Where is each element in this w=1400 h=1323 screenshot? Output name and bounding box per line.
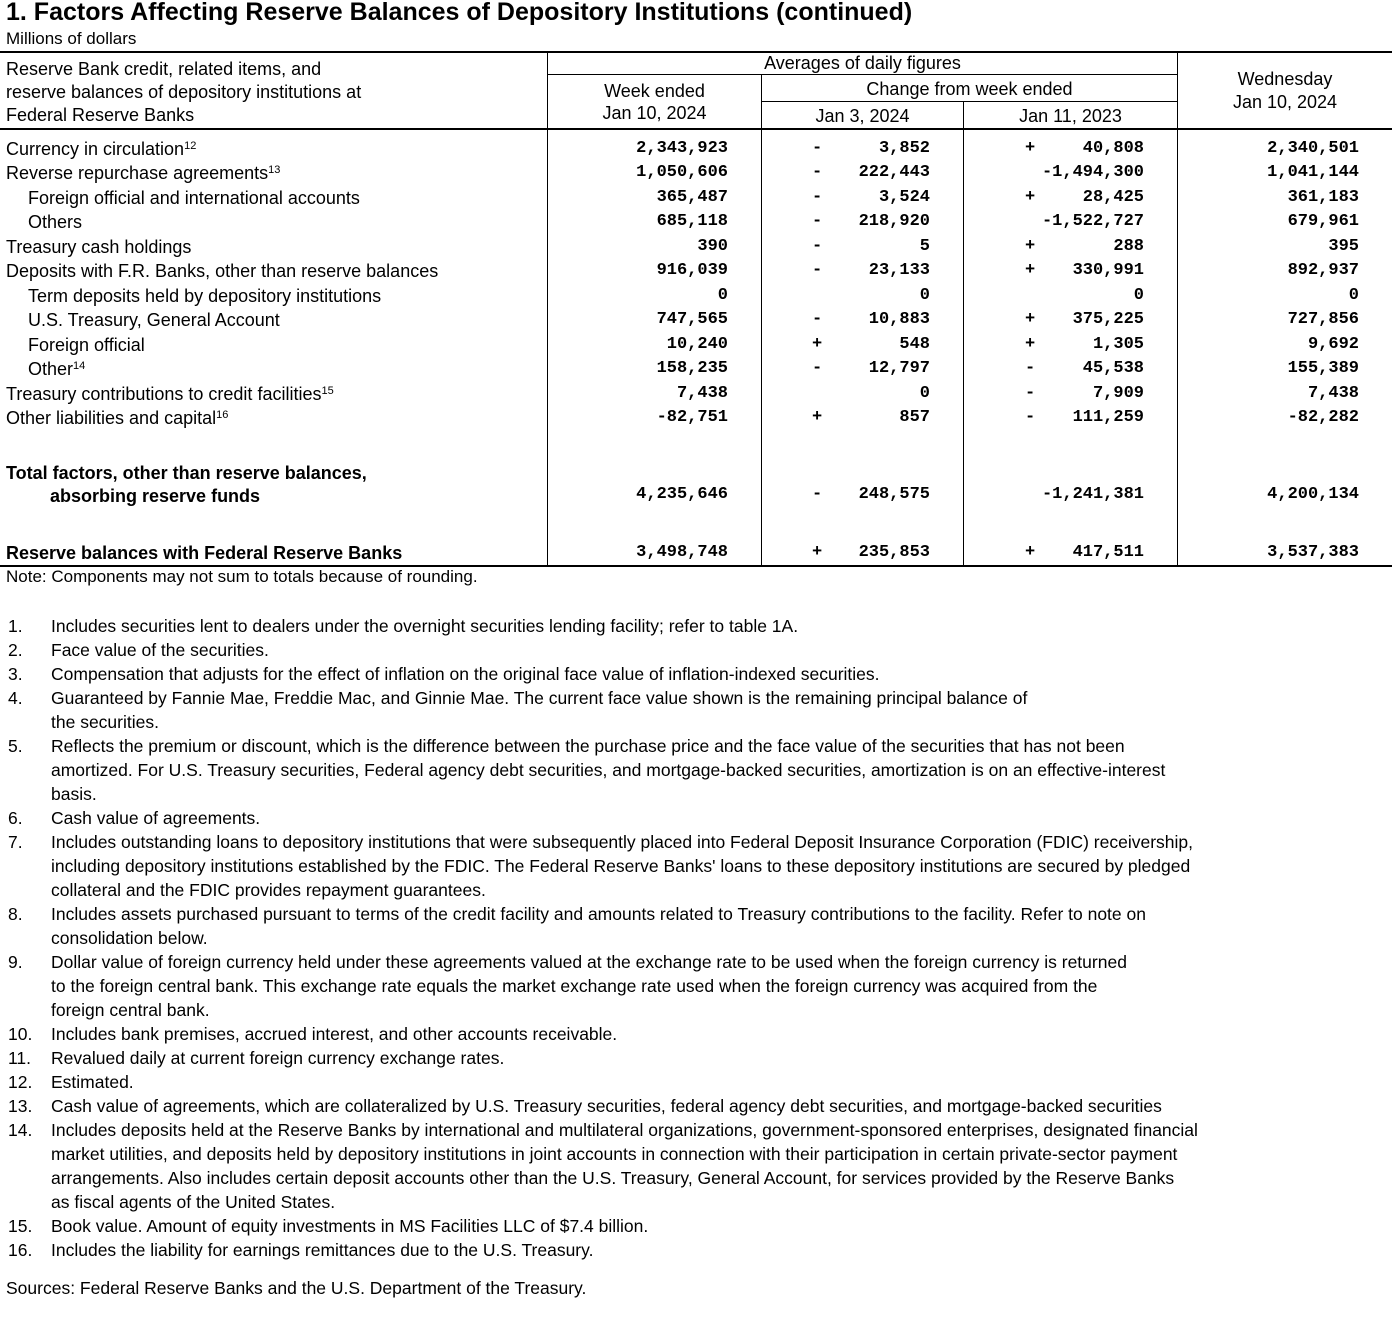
footnote-item: [0, 1214, 1392, 1238]
footnote-text-line: Guaranteed by Fannie Mae, Freddie Mac, and Ginnie Mae. The current face value shown is the remaining principal balance of: [51, 688, 1028, 708]
wednesday-header-1: Wednesday: [1237, 69, 1333, 89]
change2-value: 417,511: [1072, 543, 1144, 562]
footnote-number: 9.: [8, 952, 23, 972]
footnote-text-line: Cash value of agreements, which are collateralized by U.S. Treasury securities, federal agency debt securities, and mortgage-backed securities: [51, 1096, 1162, 1116]
week-value: 7,438: [676, 384, 728, 403]
rounding-note: Note: Components may not sum to totals because of rounding.: [6, 567, 478, 586]
change1-value: 3,852: [878, 139, 930, 158]
change1-sign: -: [812, 139, 823, 158]
wednesday-value: 2,340,501: [1267, 139, 1359, 158]
week-ended-header-2: Jan 10, 2024: [602, 103, 707, 123]
change2-value: 45,538: [1082, 359, 1144, 378]
total-label-line-2: absorbing reserve funds: [50, 486, 261, 506]
footnote-ref: 16: [216, 409, 229, 421]
row-label-text: Term deposits held by depository institutions: [28, 286, 382, 306]
footnote-text-line: Includes securities lent to dealers under the overnight securities lending facility; refer to table 1A.: [51, 616, 799, 636]
change-col1-header: Jan 3, 2024: [815, 106, 910, 126]
change2-value: 1,305: [1092, 335, 1144, 354]
row-label: [6, 235, 191, 259]
row-label-text: U.S. Treasury, General Account: [28, 310, 280, 330]
footnote-text-line: consolidation below.: [51, 928, 208, 948]
change2-value: 7,909: [1092, 384, 1144, 403]
change2-value: 40,808: [1082, 139, 1144, 158]
footnote-number: 1.: [8, 616, 23, 636]
change1-sign: +: [812, 543, 823, 562]
change2-value: 288: [1113, 237, 1144, 256]
footnote-text-line: the securities.: [51, 712, 159, 732]
footnote-text-line: Includes bank premises, accrued interest, and other accounts receivable.: [51, 1024, 618, 1044]
row-label-text: Others: [28, 212, 83, 232]
change1-value: 12,797: [868, 359, 930, 378]
wednesday-value: 0: [1348, 286, 1359, 305]
row-label-text: Foreign official: [28, 335, 145, 355]
footnote-item: [0, 1118, 1392, 1214]
footnote-item: [0, 830, 1392, 902]
stub-header-line-3: Federal Reserve Banks: [6, 105, 195, 125]
change1-sign: -: [812, 310, 823, 329]
week-value: 365,487: [656, 188, 728, 207]
row-label-text: Reverse repurchase agreements: [6, 163, 269, 183]
footnote-text-line: Includes deposits held at the Reserve Banks by international and multilateral organizations, government-sponsored enterprises, designated financial: [51, 1120, 1198, 1140]
change1-sign: -: [812, 212, 823, 231]
footnote-text-line: amortized. For U.S. Treasury securities, Federal agency debt securities, and mortgage-backed securities, amortization is on an effective-interest: [51, 760, 1166, 780]
change2-value: -1,494,300: [1041, 163, 1144, 182]
footnote-text-line: Includes outstanding loans to depository institutions that were subsequently placed into Federal Deposit Insurance Corporation (FDIC) receivership,: [51, 832, 1194, 852]
footnote-item: [0, 1022, 1392, 1046]
footnote-item: [0, 734, 1392, 806]
row-label: [28, 210, 82, 234]
footnote-text-line: Includes the liability for earnings remittances due to the U.S. Treasury.: [51, 1240, 594, 1260]
footnote-item: [0, 638, 1392, 662]
change1-sign: +: [812, 408, 823, 427]
footnote-item: [0, 1070, 1392, 1094]
change2-sign: +: [1025, 237, 1036, 256]
footnote-number: 8.: [8, 904, 23, 924]
week-value: 747,565: [656, 310, 728, 329]
week-value: 4,235,646: [636, 485, 728, 504]
wednesday-value: 3,537,383: [1267, 543, 1359, 562]
change1-value: 3,524: [878, 188, 930, 207]
change2-sign: -: [1025, 408, 1036, 427]
footnote-text-line: arrangements. Also includes certain deposit accounts other than the U.S. Treasury, General Account, for services provided by the Reserve Banks: [51, 1168, 1175, 1188]
week-value: 916,039: [656, 261, 728, 280]
wednesday-value: 155,389: [1287, 359, 1359, 378]
footnote-number: 13.: [8, 1096, 33, 1116]
change1-value: 235,853: [858, 543, 930, 562]
week-value: 1,050,606: [636, 163, 728, 182]
change1-value: 222,443: [858, 163, 930, 182]
footnote-text-line: market utilities, and deposits held by depository institutions in joint accounts in connection with their participation in certain private-sector payment: [51, 1144, 1178, 1164]
change1-value: 10,883: [868, 310, 930, 329]
footnote-item: [0, 902, 1392, 950]
wednesday-value: 727,856: [1287, 310, 1359, 329]
row-label-text: Other: [28, 359, 74, 379]
footnote-text-line: foreign central bank.: [51, 1000, 210, 1020]
change1-sign: +: [812, 335, 823, 354]
change2-sign: +: [1025, 139, 1036, 158]
change2-sign: +: [1025, 543, 1036, 562]
change2-sign: -: [1025, 384, 1036, 403]
footnote-number: 4.: [8, 688, 23, 708]
page-title: 1. Factors Affecting Reserve Balances of Depository Institutions (continued): [6, 0, 913, 26]
footnote-text-line: as fiscal agents of the United States.: [51, 1192, 336, 1212]
change1-value: 23,133: [868, 261, 930, 280]
change2-sign: +: [1025, 261, 1036, 280]
footnote-number: 6.: [8, 808, 23, 828]
change2-sign: +: [1025, 335, 1036, 354]
averages-header: Averages of daily figures: [764, 53, 961, 73]
change2-value: 375,225: [1072, 310, 1144, 329]
wednesday-header-2: Jan 10, 2024: [1232, 92, 1338, 112]
footnote-ref: 13: [268, 164, 281, 176]
change1-value: 5: [919, 237, 930, 256]
footnote-item: [0, 950, 1392, 1022]
change2-value: -1,241,381: [1041, 485, 1144, 504]
footnote-text-line: to the foreign central bank. This exchange rate equals the market exchange rate used when the foreign currency was acquired from the: [51, 976, 1098, 996]
change2-sign: +: [1025, 188, 1036, 207]
week-value: 3,498,748: [636, 543, 728, 562]
reserve-balances-label: Reserve balances with Federal Reserve Banks: [6, 543, 403, 563]
change1-sign: -: [812, 359, 823, 378]
row-label: [6, 259, 438, 283]
footnote-text-line: Estimated.: [51, 1072, 134, 1092]
footnote-text-line: Dollar value of foreign currency held under these agreements valued at the exchange rate to be used when the foreign currency is returned: [51, 952, 1127, 972]
change2-value: 330,991: [1072, 261, 1144, 280]
change2-value: 0: [1133, 286, 1144, 305]
change1-value: 0: [919, 384, 930, 403]
footnote-text-line: basis.: [51, 784, 97, 804]
change1-value: 0: [919, 286, 930, 305]
wednesday-value: 4,200,134: [1267, 485, 1359, 504]
row-label: [28, 284, 381, 308]
change1-value: 857: [899, 408, 930, 427]
footnote-text-line: Includes assets purchased pursuant to terms of the credit facility and amounts related to Treasury contributions to the facility. Refer to note on: [51, 904, 1146, 924]
footnote-number: 15.: [8, 1216, 33, 1236]
row-label: [28, 333, 145, 357]
units-label: Millions of dollars: [6, 29, 137, 48]
week-value: 0: [717, 286, 728, 305]
change2-value: -1,522,727: [1041, 212, 1144, 231]
row-label: [6, 406, 228, 430]
footnote-item: [0, 1094, 1392, 1118]
footnote-ref: 12: [184, 140, 197, 152]
row-label: [6, 137, 196, 161]
factors-table: [0, 51, 1392, 567]
week-value: 158,235: [656, 359, 728, 378]
change1-sign: -: [812, 485, 823, 504]
change-from-header: Change from week ended: [866, 79, 1073, 99]
footnote-text-line: Cash value of agreements.: [51, 808, 261, 828]
row-label-text: Treasury contributions to credit facilities: [6, 384, 322, 404]
wednesday-value: -82,282: [1287, 408, 1359, 427]
stub-header-line-1: Reserve Bank credit, related items, and: [6, 59, 322, 79]
change1-sign: -: [812, 163, 823, 182]
row-label: [6, 382, 334, 406]
row-label-text: Currency in circulation: [6, 139, 185, 159]
footnote-item: [0, 614, 1392, 638]
footnote-item: [0, 662, 1392, 686]
row-label-text: Treasury cash holdings: [6, 237, 192, 257]
wednesday-value: 892,937: [1287, 261, 1359, 280]
row-label-text: Foreign official and international accounts: [28, 188, 360, 208]
change1-value: 248,575: [858, 485, 930, 504]
week-value: 685,118: [656, 212, 728, 231]
wednesday-value: 395: [1328, 237, 1359, 256]
footnote-item: [0, 1238, 1392, 1262]
wednesday-value: 7,438: [1307, 384, 1359, 403]
wednesday-value: 9,692: [1307, 335, 1359, 354]
footnote-number: 11.: [8, 1048, 32, 1068]
change-col2-header: Jan 11, 2023: [1019, 106, 1122, 126]
footnote-text-line: including depository institutions established by the FDIC. The Federal Reserve Banks' loans to these depository institutions are secured by pledged: [51, 856, 1191, 876]
footnote-text-line: Book value. Amount of equity investments in MS Facilities LLC of $7.4 billion.: [51, 1216, 649, 1236]
stub-header-line-2: reserve balances of depository institutions at: [6, 82, 362, 102]
footnote-text-line: Revalued daily at current foreign currency exchange rates.: [51, 1048, 505, 1068]
row-label: [28, 186, 360, 210]
change1-sign: -: [812, 237, 823, 256]
wednesday-value: 1,041,144: [1267, 163, 1359, 182]
week-ended-header-1: Week ended: [604, 81, 705, 101]
change2-sign: -: [1025, 359, 1036, 378]
footnote-number: 10.: [8, 1024, 33, 1044]
footnote-number: 12.: [8, 1072, 33, 1092]
row-label-text: Other liabilities and capital: [6, 408, 217, 428]
footnote-text-line: Compensation that adjusts for the effect of inflation on the original face value of inflation-indexed securities.: [51, 664, 880, 684]
change2-value: 111,259: [1072, 408, 1144, 427]
footnote-text-line: Reflects the premium or discount, which is the difference between the purchase price and the face value of the securities that has not been: [51, 736, 1125, 756]
week-value: -82,751: [656, 408, 728, 427]
wednesday-value: 361,183: [1287, 188, 1359, 207]
footnote-item: [0, 1046, 1392, 1070]
header-bottom-rule: [0, 128, 1392, 130]
footnote-text-line: collateral and the FDIC provides repayment guarantees.: [51, 880, 486, 900]
footnote-text-line: Face value of the securities.: [51, 640, 269, 660]
footnote-number: 14.: [8, 1120, 33, 1140]
week-value: 390: [697, 237, 728, 256]
week-value: 10,240: [666, 335, 728, 354]
change1-value: 548: [899, 335, 930, 354]
footnote-number: 7.: [8, 832, 23, 852]
footnote-number: 5.: [8, 736, 23, 756]
change2-sign: +: [1025, 310, 1036, 329]
change1-value: 218,920: [858, 212, 930, 231]
footnote-number: 3.: [8, 664, 23, 684]
change-underline: [761, 101, 1177, 102]
footnote-ref: 14: [73, 360, 86, 372]
change1-sign: -: [812, 188, 823, 207]
row-label: [28, 308, 280, 332]
footnote-number: 16.: [8, 1240, 33, 1260]
footnote-ref: 15: [321, 385, 334, 397]
footnote-number: 2.: [8, 640, 23, 660]
change1-sign: -: [812, 261, 823, 280]
row-label: [6, 161, 280, 185]
week-value: 2,343,923: [636, 139, 728, 158]
footnote-item: [0, 686, 1392, 734]
sources-note: Sources: Federal Reserve Banks and the U.S. Department of the Treasury.: [6, 1278, 587, 1298]
total-label-line-1: Total factors, other than reserve balances,: [6, 463, 367, 483]
footnotes-list: [0, 614, 1392, 1262]
wednesday-value: 679,961: [1287, 212, 1359, 231]
change2-value: 28,425: [1082, 188, 1144, 207]
footnote-item: [0, 806, 1392, 830]
row-label-text: Deposits with F.R. Banks, other than reserve balances: [6, 261, 439, 281]
row-label: [28, 357, 85, 381]
